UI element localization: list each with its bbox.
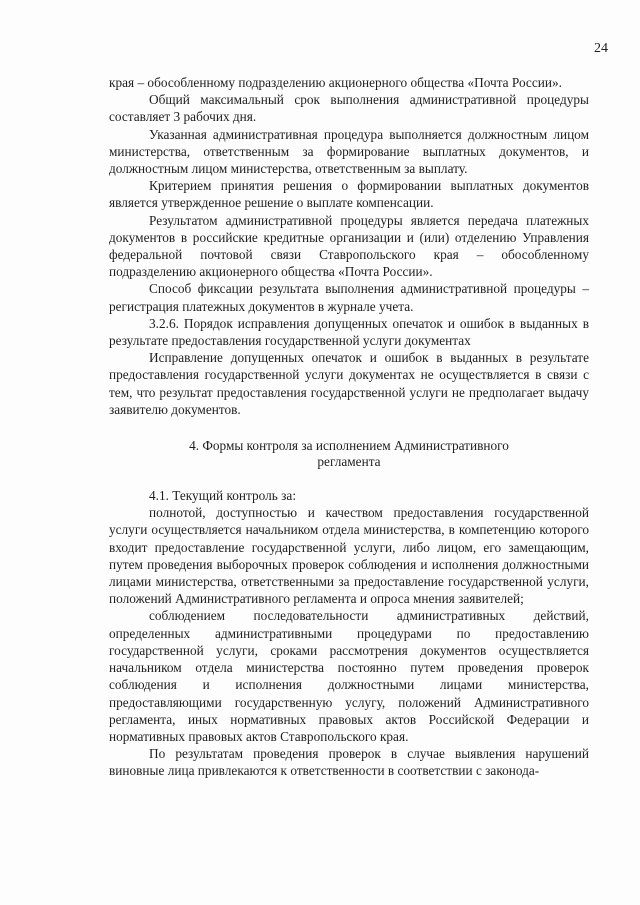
section-heading: 4. Формы контроля за исполнением Административного регламента xyxy=(189,438,509,469)
paragraph: Общий максимальный срок выполнения административной процедуры составляет 3 рабочих дня. xyxy=(109,92,589,125)
paragraph: По результатам проведения проверок в случае выявления нарушений виновные лица привлекаются к ответственности в соответствии с законода- xyxy=(109,746,589,779)
paragraph: края – обособленному подразделению акционерного общества «Почта России». xyxy=(109,75,562,90)
paragraph: полнотой, доступностью и качеством предоставления государственной услуги осуществляется начальником отдела министерства, в компетенцию которого входит предоставление государственной услуги, либо лицом, его замещающим, путем проведения выборочных проверок соблюдения и исполнения должностными лицами министерства, ответственными за предоставление государственной услуги, положений Административного регламента и опроса мнения заявителей; xyxy=(109,505,589,607)
paragraph: Способ фиксации результата выполнения административной процедуры – регистрация платежных документов в журнале учета. xyxy=(109,281,589,314)
paragraph: 4.1. Текущий контроль за: xyxy=(149,488,297,504)
paragraph: Указанная административная процедура выполняется должностным лицом министерства, ответственным за формирование выплатных документов, и должностным лицом министерства, ответственным за выплату. xyxy=(109,126,589,177)
paragraph: 3.2.6. Порядок исправления допущенных опечаток и ошибок в выданных в результате предоставления государственной услуги документах xyxy=(109,315,589,349)
paragraph: Исправление допущенных опечаток и ошибок в выданных в результате предоставления государственной услуги документах не осуществляется в связи с тем, что результат предоставления государственной услуги не предполагает выдачу заявителю документов. xyxy=(109,350,589,417)
paragraph: Результатом административной процедуры является передача платежных документов в российские кредитные организации и (или) отделению Управления федеральной почтовой связи Ставропольского края – обособленному подразделению акционерного общества «Почта России». xyxy=(109,212,589,280)
paragraphs-bottom xyxy=(109,487,589,779)
page-number: 24 xyxy=(594,41,608,56)
paragraphs-top xyxy=(109,74,589,418)
document-body xyxy=(109,74,589,780)
paragraph: соблюдением последовательности административных действий, определенных административными процедурами по предоставлению государственной услуги, сроками рассмотрения документов осуществляется начальником отдела министерства постоянно путем проведения проверок соблюдения и исполнения должностными лицами министерства, предоставляющими государственную услугу, положений Административного регламента, иных нормативных правовых актов Российской Федерации и нормативных правовых актов Ставропольского края. xyxy=(109,608,589,744)
paragraph: Критерием принятия решения о формировании выплатных документов является утвержденное решение о выплате компенсации. xyxy=(109,178,589,211)
